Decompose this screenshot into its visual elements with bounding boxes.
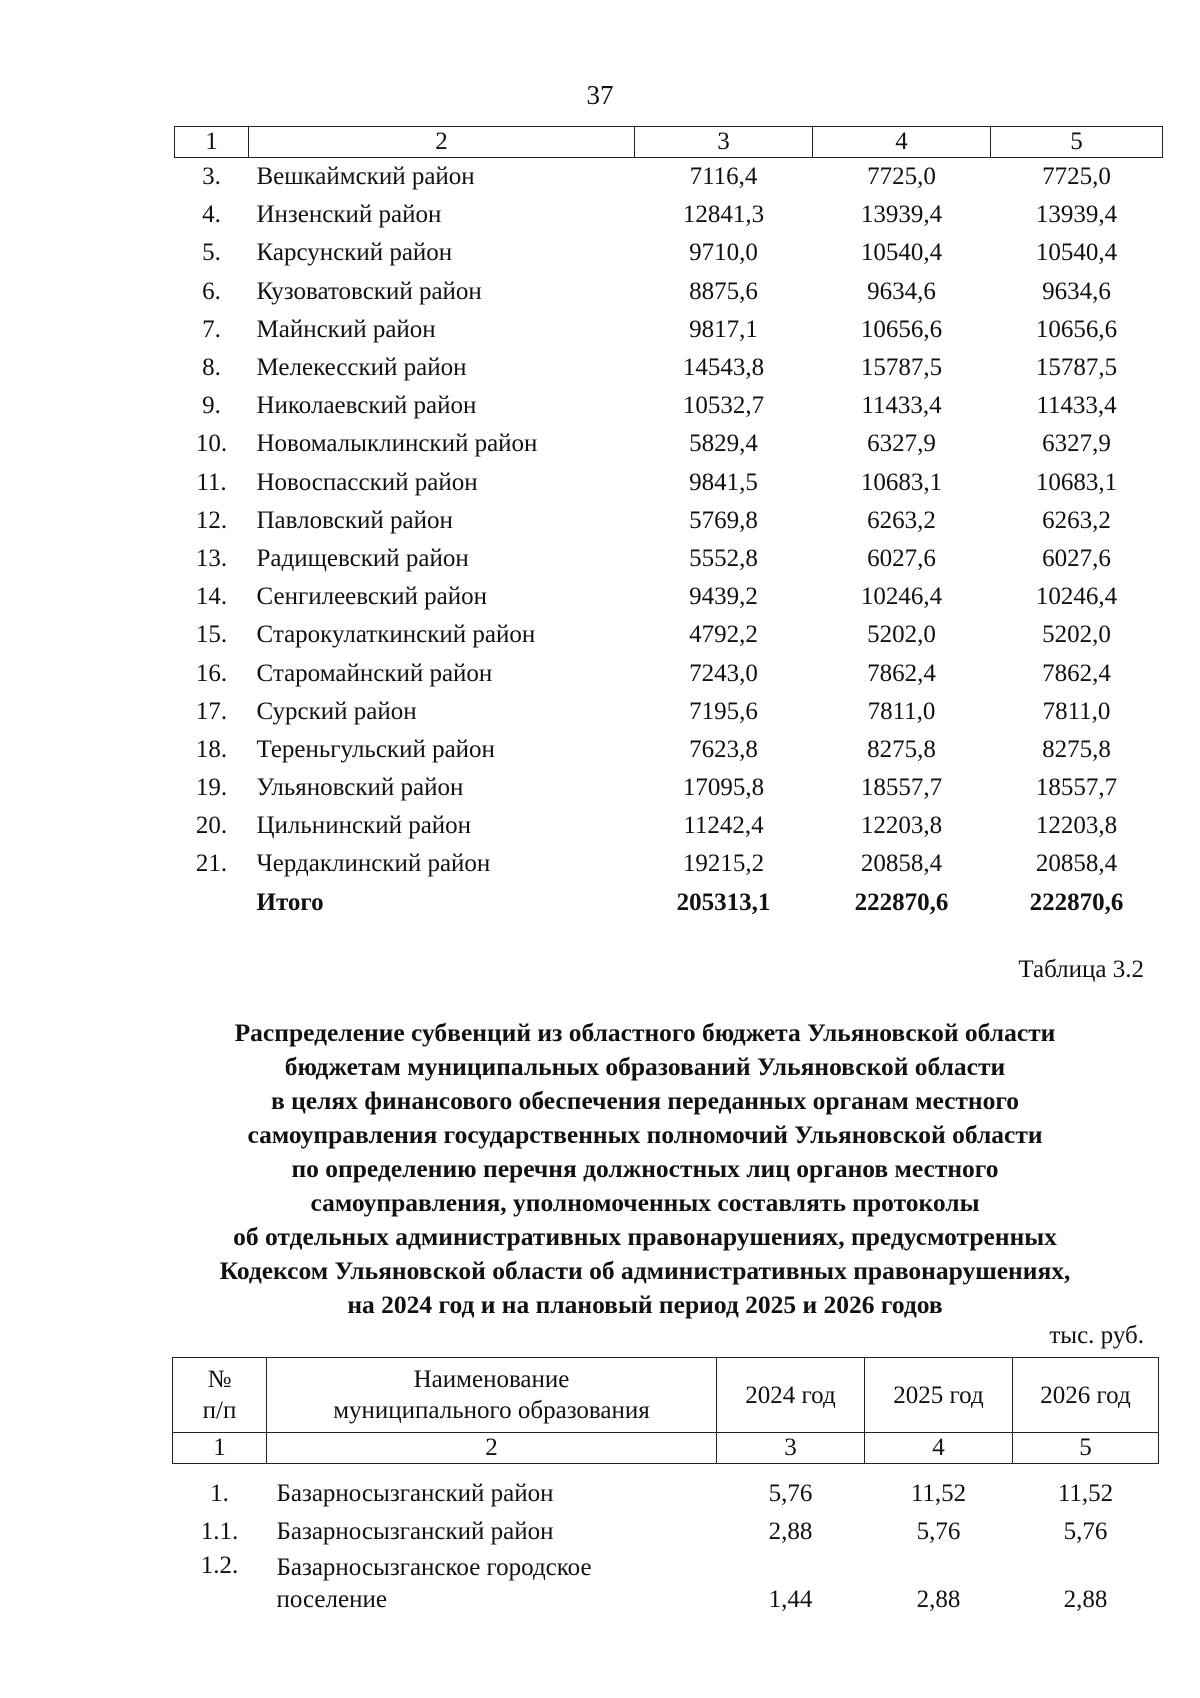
row-number: 1. bbox=[210, 1480, 229, 1507]
table-row bbox=[173, 1548, 1159, 1616]
value-col3: 7243,0 bbox=[689, 659, 758, 687]
value-col3: 8875,6 bbox=[689, 277, 758, 305]
header-name-line1: Наименование bbox=[413, 1366, 570, 1393]
row-number: 3. bbox=[202, 163, 221, 191]
units-label: тыс. руб. bbox=[1049, 1322, 1144, 1349]
row-number: 17. bbox=[195, 697, 228, 725]
column-index-header bbox=[173, 1433, 1159, 1464]
value-col3: 9817,1 bbox=[689, 315, 758, 343]
header-2025: 2025 год bbox=[865, 1358, 1013, 1433]
table-row bbox=[175, 349, 1163, 387]
column-index: 5 bbox=[991, 127, 1163, 158]
title-line: Кодексом Ульяновской области об административных правонарушениях, bbox=[219, 1256, 1071, 1285]
value-col5: 7862,4 bbox=[1042, 659, 1111, 687]
table-row bbox=[175, 387, 1163, 425]
value-col5: 11433,4 bbox=[1036, 392, 1117, 420]
table-row bbox=[175, 502, 1163, 540]
value-col3: 9841,5 bbox=[689, 468, 758, 496]
value-col5: 8275,8 bbox=[1042, 735, 1111, 763]
header-number-line1: № bbox=[207, 1366, 232, 1393]
table-row bbox=[175, 425, 1163, 463]
district-name: Чердаклинский район bbox=[256, 850, 491, 878]
value-col5: 6263,2 bbox=[1042, 506, 1111, 534]
row-number: 11. bbox=[196, 468, 227, 496]
row-number: 1.1. bbox=[200, 1518, 239, 1545]
district-name: Кузоватовский район bbox=[256, 277, 482, 305]
district-name: Радищевский район bbox=[256, 544, 469, 572]
value-col4: 9634,6 bbox=[867, 277, 936, 305]
row-number: 4. bbox=[202, 201, 221, 229]
value-col5: 10656,6 bbox=[1035, 315, 1118, 343]
table-row bbox=[175, 196, 1163, 234]
municipality-name: Базарносызганский район bbox=[276, 1480, 554, 1507]
row-number: 16. bbox=[195, 659, 228, 687]
row-number: 21. bbox=[195, 850, 228, 878]
column-index-header bbox=[175, 127, 1163, 158]
title-line: бюджетам муниципальных образований Ульяновской области bbox=[284, 1052, 1006, 1081]
value-col4: 13939,4 bbox=[860, 201, 943, 229]
value-col5: 12203,8 bbox=[1035, 812, 1118, 840]
district-name: Старомайнский район bbox=[256, 659, 493, 687]
row-number: 10. bbox=[195, 430, 228, 458]
value-col5: 15787,5 bbox=[1035, 354, 1118, 382]
value-2024: 5,76 bbox=[768, 1480, 813, 1507]
header-2026: 2026 год bbox=[1013, 1358, 1159, 1433]
value-2026: 2,88 bbox=[1063, 1586, 1108, 1613]
municipality-name: Базарносызганский район bbox=[276, 1518, 554, 1545]
subvention-table bbox=[172, 1357, 1159, 1616]
municipality-name: Базарносызганское городское поселение bbox=[276, 1554, 592, 1613]
district-name: Вешкаймский район bbox=[256, 163, 475, 191]
table-row bbox=[175, 616, 1163, 654]
table-header-row bbox=[173, 1358, 1159, 1433]
column-index: 2 bbox=[249, 127, 635, 158]
column-index: 2 bbox=[267, 1433, 717, 1464]
value-col4: 10246,4 bbox=[860, 583, 943, 611]
value-col5: 20858,4 bbox=[1035, 850, 1118, 878]
value-col3: 7195,6 bbox=[689, 697, 758, 725]
table-row bbox=[175, 540, 1163, 578]
column-index: 1 bbox=[175, 127, 249, 158]
district-name: Мелекесский район bbox=[256, 354, 467, 382]
header-name bbox=[267, 1358, 717, 1433]
table-row bbox=[175, 273, 1163, 311]
table-row bbox=[173, 1464, 1159, 1511]
total-col5: 222870,6 bbox=[1029, 888, 1124, 916]
table-row bbox=[175, 845, 1163, 883]
district-name: Павловский район bbox=[256, 506, 453, 534]
total-col3: 205313,1 bbox=[676, 888, 771, 916]
value-col4: 10656,6 bbox=[860, 315, 943, 343]
header-name-line2: муниципального образования bbox=[333, 1397, 650, 1424]
value-col3: 7623,8 bbox=[689, 735, 758, 763]
total-col4: 222870,6 bbox=[854, 888, 949, 916]
value-col5: 6027,6 bbox=[1042, 544, 1111, 572]
table-row bbox=[175, 769, 1163, 807]
value-col3: 9710,0 bbox=[689, 239, 758, 267]
value-col4: 6327,9 bbox=[867, 430, 936, 458]
table-row bbox=[175, 731, 1163, 769]
row-number: 6. bbox=[202, 277, 221, 305]
value-col5: 9634,6 bbox=[1042, 277, 1111, 305]
value-2024: 1,44 bbox=[768, 1586, 813, 1613]
district-name: Николаевский район bbox=[256, 392, 477, 420]
value-col5: 13939,4 bbox=[1035, 201, 1118, 229]
table-caption: Таблица 3.2 bbox=[1018, 956, 1144, 983]
value-col3: 4792,2 bbox=[689, 621, 758, 649]
district-name: Тереньгульский район bbox=[256, 735, 495, 763]
value-col4: 7725,0 bbox=[867, 163, 936, 191]
value-col3: 7116,4 bbox=[689, 163, 758, 191]
value-col3: 11242,4 bbox=[683, 812, 764, 840]
column-index: 4 bbox=[813, 127, 991, 158]
row-number-empty bbox=[175, 884, 249, 922]
value-col4: 7862,4 bbox=[867, 659, 936, 687]
value-col4: 12203,8 bbox=[860, 812, 943, 840]
table-row bbox=[175, 654, 1163, 692]
table-row bbox=[175, 464, 1163, 502]
value-col5: 10246,4 bbox=[1035, 583, 1118, 611]
page-number: 37 bbox=[586, 80, 614, 110]
column-index: 4 bbox=[865, 1433, 1013, 1464]
value-col5: 18557,7 bbox=[1035, 774, 1118, 802]
value-col3: 5552,8 bbox=[689, 544, 758, 572]
table-row bbox=[175, 311, 1163, 349]
value-col5: 10683,1 bbox=[1035, 468, 1118, 496]
district-name: Новомалыклинский район bbox=[256, 430, 538, 458]
value-col3: 9439,2 bbox=[689, 583, 758, 611]
value-col4: 20858,4 bbox=[860, 850, 943, 878]
value-2026: 11,52 bbox=[1057, 1480, 1114, 1507]
table-title bbox=[150, 1016, 1140, 1322]
value-2024: 2,88 bbox=[768, 1518, 813, 1545]
title-line: самоуправления государственных полномочий Ульяновской области bbox=[247, 1120, 1043, 1149]
column-index: 5 bbox=[1013, 1433, 1159, 1464]
title-line: в целях финансового обеспечения переданных органам местного bbox=[270, 1086, 1020, 1115]
header-number bbox=[173, 1358, 267, 1433]
row-number: 20. bbox=[195, 812, 228, 840]
row-number: 12. bbox=[195, 506, 228, 534]
row-number: 8. bbox=[202, 354, 221, 382]
header-number-line2: п/п bbox=[202, 1397, 237, 1424]
value-col4: 6263,2 bbox=[867, 506, 936, 534]
header-2024: 2024 год bbox=[717, 1358, 865, 1433]
value-2025: 11,52 bbox=[910, 1480, 967, 1507]
value-2025: 5,76 bbox=[916, 1518, 961, 1545]
district-name: Старокулаткинский район bbox=[256, 621, 536, 649]
value-col3: 5769,8 bbox=[689, 506, 758, 534]
row-number: 7. bbox=[202, 315, 221, 343]
title-line: самоуправления, уполномоченных составлять протоколы bbox=[310, 1188, 980, 1217]
value-col3: 5829,4 bbox=[689, 430, 758, 458]
district-name: Сенгилеевский район bbox=[256, 583, 488, 611]
column-index: 3 bbox=[635, 127, 813, 158]
value-col3: 10532,7 bbox=[682, 392, 765, 420]
row-number: 13. bbox=[195, 544, 228, 572]
district-name: Цильнинский район bbox=[256, 812, 472, 840]
value-2025: 2,88 bbox=[916, 1586, 961, 1613]
value-col4: 11433,4 bbox=[861, 392, 942, 420]
district-name: Майнский район bbox=[256, 315, 436, 343]
value-col3: 19215,2 bbox=[682, 850, 765, 878]
value-col5: 7725,0 bbox=[1042, 163, 1111, 191]
table-row bbox=[175, 578, 1163, 616]
row-number: 1.2. bbox=[200, 1552, 239, 1579]
value-col4: 10540,4 bbox=[860, 239, 943, 267]
table-row bbox=[175, 158, 1163, 197]
title-line: по определению перечня должностных лиц органов местного bbox=[291, 1154, 999, 1183]
value-col4: 6027,6 bbox=[867, 544, 936, 572]
row-number: 9. bbox=[202, 392, 221, 420]
district-name: Новоспасский район bbox=[256, 468, 478, 496]
row-number: 15. bbox=[195, 621, 228, 649]
value-col4: 5202,0 bbox=[867, 621, 936, 649]
total-row bbox=[175, 884, 1163, 922]
title-line: об отдельных административных правонарушениях, предусмотренных bbox=[233, 1222, 1057, 1251]
district-name: Сурский район bbox=[256, 697, 417, 725]
value-col4: 10683,1 bbox=[860, 468, 943, 496]
value-2026: 5,76 bbox=[1063, 1518, 1108, 1545]
row-number: 18. bbox=[195, 735, 228, 763]
table-row bbox=[175, 693, 1163, 731]
table-row bbox=[175, 807, 1163, 845]
title-line: на 2024 год и на плановый период 2025 и 2026 годов bbox=[347, 1290, 943, 1319]
title-line: Распределение субвенций из областного бюджета Ульяновской области bbox=[234, 1018, 1056, 1047]
value-col4: 15787,5 bbox=[860, 354, 943, 382]
value-col5: 7811,0 bbox=[1042, 697, 1111, 725]
value-col5: 10540,4 bbox=[1035, 239, 1118, 267]
district-name: Карсунский район bbox=[256, 239, 453, 267]
value-col3: 17095,8 bbox=[682, 774, 765, 802]
value-col4: 18557,7 bbox=[860, 774, 943, 802]
total-label: Итого bbox=[256, 888, 324, 916]
table-row bbox=[173, 1510, 1159, 1548]
table-row bbox=[175, 234, 1163, 272]
value-col4: 7811,0 bbox=[867, 697, 936, 725]
district-name: Инзенский район bbox=[256, 201, 442, 229]
row-number: 19. bbox=[195, 774, 228, 802]
row-number: 14. bbox=[195, 583, 228, 611]
value-col4: 8275,8 bbox=[867, 735, 936, 763]
value-col3: 12841,3 bbox=[682, 201, 765, 229]
district-name: Ульяновский район bbox=[256, 774, 464, 802]
value-col5: 6327,9 bbox=[1042, 430, 1111, 458]
district-amounts-table bbox=[174, 126, 1163, 922]
column-index: 1 bbox=[173, 1433, 267, 1464]
row-number: 5. bbox=[202, 239, 221, 267]
value-col5: 5202,0 bbox=[1042, 621, 1111, 649]
column-index: 3 bbox=[717, 1433, 865, 1464]
value-col3: 14543,8 bbox=[682, 354, 765, 382]
